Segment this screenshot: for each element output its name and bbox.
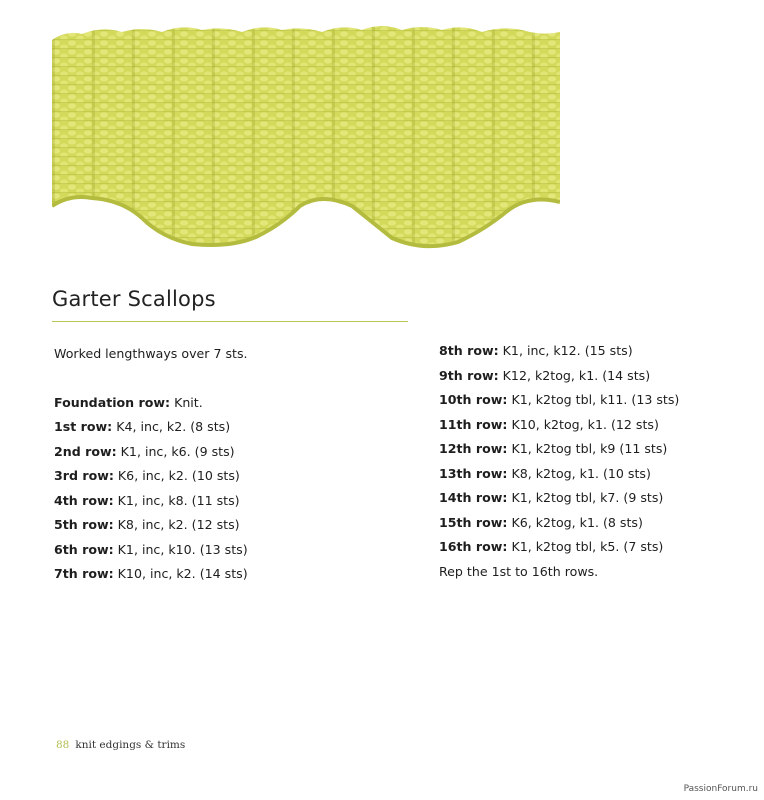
instructions-left-column [54,342,248,587]
row-instruction: K1, inc, k10. (13 sts) [113,541,248,557]
row-label: 5th row: [54,517,114,532]
row-label: 4th row: [54,492,114,508]
garter-scallop-swatch-image [52,22,560,254]
row-label: 13th row: [439,465,508,481]
intro-text: Worked lengthways over 7 sts. [54,346,248,361]
repeat-instruction: Rep the 1st to 16th rows. [439,563,599,579]
row-instruction: K1, k2tog tbl, k9 (11 sts) [507,441,668,456]
row-label: 12th row: [439,441,508,456]
pattern-row [54,440,248,465]
row-label: 6th row: [54,541,114,557]
row-instruction: K6, k2tog, k1. (8 sts) [507,514,643,530]
row-instruction: K1, inc, k6. (9 sts) [116,443,235,459]
row-label: 2nd row: [54,443,117,459]
row-list-left [54,391,248,587]
knitted-swatch-photo [52,22,560,254]
pattern-row [54,391,248,416]
row-label: 1st row: [54,419,113,434]
pattern-title: Garter Scallops [52,287,216,311]
pattern-row [54,562,248,587]
title-divider [52,321,408,322]
row-label: 9th row: [439,367,499,383]
pattern-row [54,415,248,440]
pattern-row [439,462,679,487]
row-label: Foundation row: [54,394,171,410]
row-instruction: K8, k2tog, k1. (10 sts) [507,465,651,481]
pattern-row [439,339,679,364]
row-label: 8th row: [439,343,499,358]
row-instruction: K1, k2tog tbl, k7. (9 sts) [507,490,664,505]
row-list-right [439,339,679,560]
row-instruction: K10, inc, k2. (14 sts) [113,566,248,581]
row-label: 3rd row: [54,468,114,483]
row-instruction: K1, k2tog tbl, k5. (7 sts) [507,539,664,554]
row-label: 11th row: [439,416,508,432]
pattern-row [54,489,248,514]
instructions-right-column [439,339,679,584]
row-label: 10th row: [439,392,508,407]
pattern-row [54,464,248,489]
pattern-row [439,511,679,536]
pattern-row [439,364,679,389]
pattern-row [439,535,679,560]
watermark: PassionForum.ru [683,784,758,794]
row-instruction: K1, inc, k12. (15 sts) [498,343,633,358]
pattern-row [439,388,679,413]
pattern-row [54,538,248,563]
row-instruction: K1, k2tog tbl, k11. (13 sts) [507,392,680,407]
pattern-row [54,513,248,538]
page-footer [56,739,185,751]
row-instruction: K6, inc, k2. (10 sts) [113,468,240,483]
pattern-row [439,413,679,438]
row-instruction: K1, inc, k8. (11 sts) [113,492,240,508]
row-label: 16th row: [439,539,508,554]
page-number: 88 [56,739,70,751]
row-instruction: Knit. [170,394,203,410]
row-instruction: K10, k2tog, k1. (12 sts) [507,416,659,432]
row-label: 14th row: [439,490,508,505]
row-label: 7th row: [54,566,114,581]
pattern-row [439,486,679,511]
row-instruction: K12, k2tog, k1. (14 sts) [498,367,651,383]
pattern-row [439,437,679,462]
row-instruction: K8, inc, k2. (12 sts) [113,517,240,532]
row-label: 15th row: [439,514,508,530]
row-instruction: K4, inc, k2. (8 sts) [112,419,231,434]
section-title: knit edgings & trims [75,739,186,751]
